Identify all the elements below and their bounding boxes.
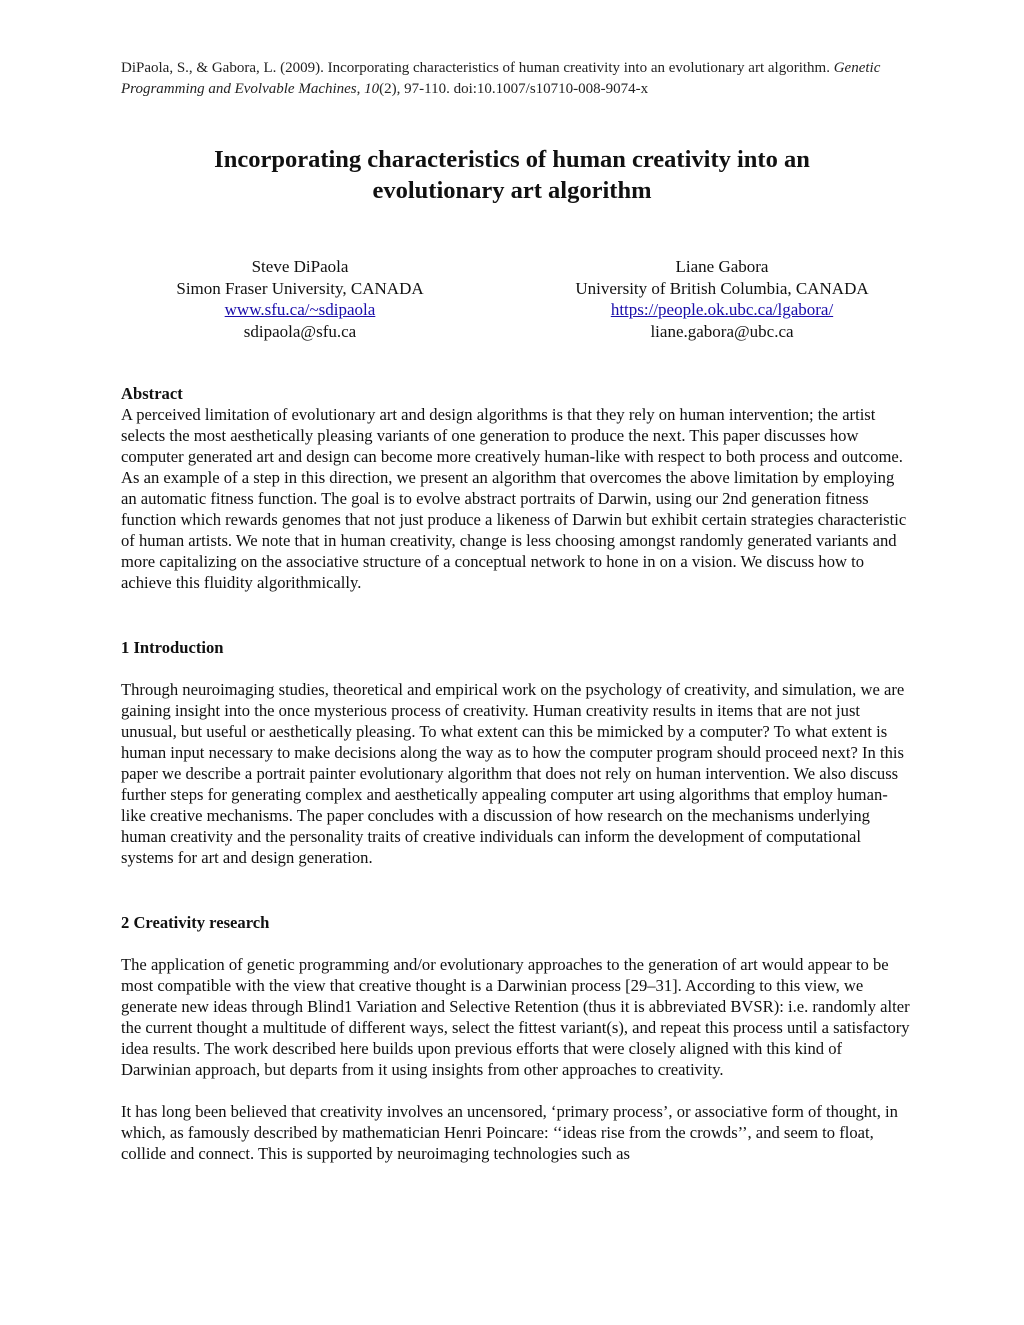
citation-separator: , bbox=[356, 81, 365, 97]
author-affiliation: University of British Columbia, CANADA bbox=[575, 278, 869, 298]
author-block-gabora bbox=[512, 256, 932, 342]
author-block-dipaola bbox=[90, 256, 510, 342]
paper-title bbox=[100, 144, 924, 206]
author-name: Steve DiPaola bbox=[251, 257, 349, 276]
introduction-section bbox=[121, 637, 911, 868]
citation-header bbox=[121, 58, 911, 100]
title-line-1: Incorporating characteristics of human creativity into an bbox=[214, 146, 810, 173]
author-website-link[interactable]: www.sfu.ca/~sdipaola bbox=[224, 300, 376, 319]
author-email: sdipaola@sfu.ca bbox=[243, 321, 357, 341]
citation-volume: 10 bbox=[364, 81, 380, 97]
abstract-heading: Abstract bbox=[121, 384, 183, 403]
author-affiliation: Simon Fraser University, CANADA bbox=[176, 278, 424, 298]
title-line-2: evolutionary art algorithm bbox=[372, 177, 652, 204]
creativity-research-section bbox=[121, 912, 911, 1164]
section-heading: 1 Introduction bbox=[121, 638, 224, 657]
section-paragraph: It has long been believed that creativity involves an uncensored, ‘primary process’, or associative form of thought, in which, as famously described by mathematician Henri Poincare: ‘‘ideas rise from the crowds’’, and seem to float, collide and connect. This is supported by neuroimaging technologies such as bbox=[121, 1102, 898, 1163]
section-heading: 2 Creativity research bbox=[121, 913, 270, 932]
section-paragraph: Through neuroimaging studies, theoretical and empirical work on the psychology of creativity, and simulation, we are gaining insight into the once mysterious process of creativity. Human creativity results in items that are not just unusual, but useful or aesthetically pleasing. To what extent can this be mimicked by a computer? To what extent is human input necessary to make decisions along the way as to how the computer program should proceed next? In this paper we describe a portrait painter evolutionary algorithm that does not rely on human intervention. We also discuss further steps for generating complex and aesthetically appealing computer art using algorithms that employ human-like creative mechanisms. The paper concludes with a discussion of how research on the mechanisms underlying human creativity and the personality traits of creative individuals can inform the development of computational systems for art and design generation. bbox=[121, 680, 905, 867]
author-name: Liane Gabora bbox=[675, 257, 769, 276]
section-paragraph: The application of genetic programming and/or evolutionary approaches to the generation of art would appear to be most compatible with the view that creative thought is a Darwinian process [29–31]. According to this view, we generate new ideas through Blind1 Variation and Selective Retention (thus it is abbreviated BVSR): i.e. randomly alter the current thought a multitude of different ways, select the fittest variant(s), and repeat this process until a satisfactory idea results. The work described here builds upon previous efforts that were closely aligned with this kind of Darwinian approach, but departs from it using insights from other approaches to creativity. bbox=[121, 955, 910, 1079]
abstract-text: A perceived limitation of evolutionary art and design algorithms is that they rely on human intervention; the artist selects the most aesthetically pleasing variants of one generation to produce the next. This paper discusses how computer generated art and design can become more creatively human-like with respect to both process and outcome. As an example of a step in this direction, we present an algorithm that overcomes the above limitation by employing an automatic fitness function. The goal is to evolve abstract portraits of Darwin, using our 2nd generation fitness function which rewards genomes that not just produce a likeness of Darwin but exhibit certain strategies characteristic of human artists. We note that in human creativity, change is less choosing amongst randomly generated variants and more capitalizing on the associative structure of a conceptual network to hone in on a vision. We discuss how to achieve this fluidity algorithmically. bbox=[121, 405, 907, 592]
author-email: liane.gabora@ubc.ca bbox=[650, 321, 794, 341]
abstract-section bbox=[121, 383, 911, 593]
author-website-link[interactable]: https://people.ok.ubc.ca/lgabora/ bbox=[610, 300, 834, 319]
citation-authors-title: DiPaola, S., & Gabora, L. (2009). Incorporating characteristics of human creativity into an evolutionary art algorithm. bbox=[121, 60, 834, 76]
citation-pages-doi: (2), 97-110. doi:10.1007/s10710-008-9074-x bbox=[379, 81, 649, 97]
citation-journal: Genetic Programming and Evolvable Machines bbox=[121, 60, 881, 97]
